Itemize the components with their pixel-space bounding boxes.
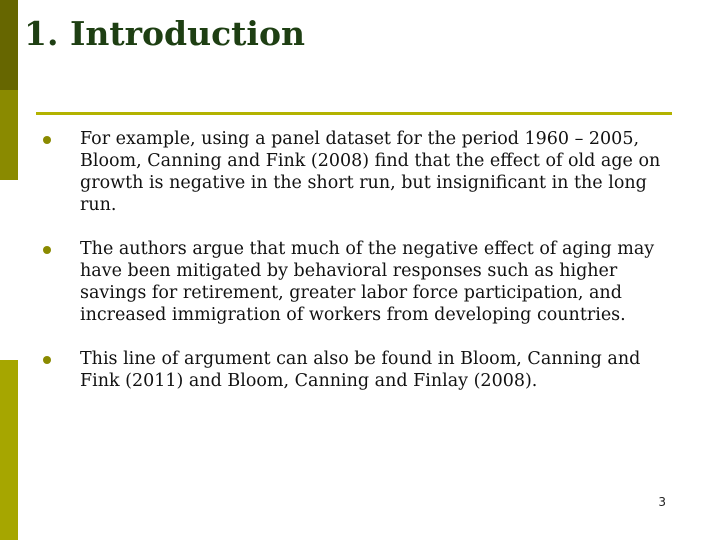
sidebar-block-lower-middle [0,180,18,360]
bullet-dot-icon [43,136,51,144]
sidebar-block-bottom [0,360,18,540]
slide-title: 1. Introduction [24,14,305,53]
bullet-text: For example, using a panel dataset for the period 1960 – 2005, Bloom, Canning and Fink (2008) find that the effect of old age on growth is negative in the short run, but insignificant in the long run. [80,129,661,215]
bullet-text: The authors argue that much of the negative effect of aging may have been mitigated by behavioral responses such as higher savings for retirement, greater labor force participation, and increased immigration of workers from developing countries. [80,239,655,325]
page-number: 3 [658,495,666,509]
sidebar-block-top [0,0,18,90]
bullet-item [36,128,676,216]
bullet-list [36,128,676,414]
title-underline-rule [36,112,672,115]
bullet-item [36,348,676,392]
bullet-dot-icon [43,356,51,364]
bullet-text: This line of argument can also be found in Bloom, Canning and Fink (2011) and Bloom, Canning and Finlay (2008). [80,349,641,391]
bullet-dot-icon [43,246,51,254]
bullet-item [36,238,676,326]
sidebar-block-upper-middle [0,90,18,180]
